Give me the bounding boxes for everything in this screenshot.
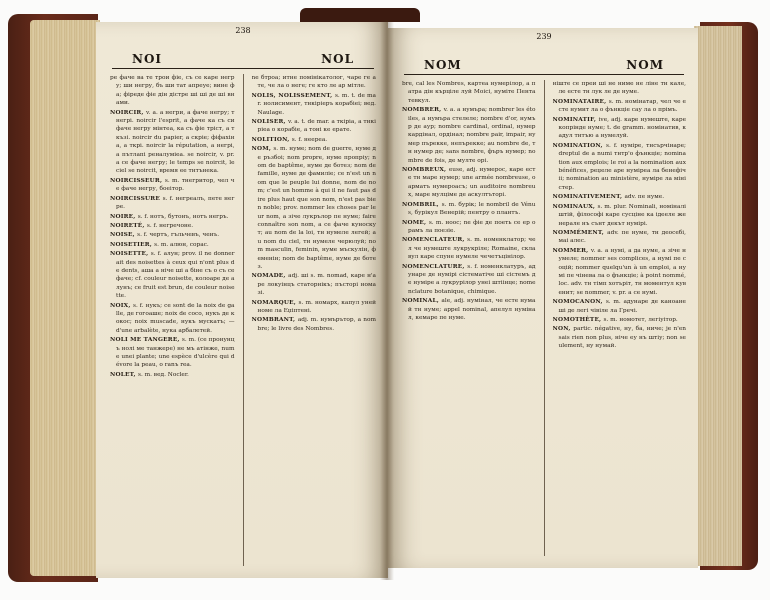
entry-headword: NOIRCIR, [110, 109, 147, 116]
entry-text: s. m. номотет, легіуітор. [603, 316, 678, 323]
entry-text: bre, cal les Nombres, картеа нумерілор, а патра дін кърціле луй Моісі, нуміте Пентатевкул. [402, 81, 536, 104]
entry-text: s. f. номенклатуръ, адунаре де нумірі сістематіче ші сістемъ де нуміре а лукрурілор унеі штіінце; nomenclature botanique, chimique. [408, 263, 536, 295]
entry-headword: NOIRCISSEUR, [110, 177, 165, 184]
entry-headword: NOMENCLATEUR, [402, 237, 468, 244]
entry-headword: NOIRETÉ, [110, 222, 147, 229]
dictionary-entry [110, 371, 235, 379]
entry-headword: NOMINAL, [402, 298, 442, 305]
entry-text: adv. пе нуме, тн деосебі, маі алес. [558, 229, 686, 245]
right-header-word-right: NOM [626, 58, 664, 72]
dictionary-entry [252, 145, 377, 271]
book-gutter [380, 20, 394, 580]
entry-headword: NOIX, [110, 302, 133, 309]
entry-text: s. f. негреалъ, пете негре. [116, 195, 235, 211]
entry-headword: NOIRE, [110, 213, 138, 220]
dictionary-entry [553, 298, 687, 315]
left-page-number: 238 [235, 26, 251, 35]
dictionary-entry [402, 106, 536, 165]
page-edges-right [694, 26, 742, 566]
dictionary-entry [553, 325, 687, 350]
entry-headword: NOMINATION, [552, 142, 607, 149]
left-page-columns [110, 74, 376, 566]
dictionary-entry [110, 231, 235, 239]
entry-headword: NOMARQUE, [251, 299, 299, 306]
entry-text: ніште се преи ші не ниме не ліне тн кале, ле есте тн лук ле де нуме. [552, 81, 686, 96]
left-column-1 [110, 74, 235, 566]
dictionary-entry [110, 336, 235, 370]
entry-text: s. f. неереа. [291, 136, 328, 143]
entry-headword: NOMINAUX, [552, 203, 598, 210]
entry-headword: NOISETIER, [110, 241, 155, 248]
entry-text: s. m. нуме; nom de guerre, нуме де ръзбоі; nom propre, нуме пропріу; nom de baptême, нуме де ботез; nom de famille, нуме де фамиліе; ce n'est un nom que le peuple lui donne, nom de nom; c'est un homme à qui il ne faut pas dire plus haut que son nom, n'est pas bien noble; prov. nommer les choses par leur nom, a зіче лукрълор пе нуме; faire connaître son nom, a се фаче куноскут; au nom de la loi, тн нумеле легей; au nom du ciel, тн нумеле черюлуй; nom masculin, feminin, нуме мъскулін, феменін; nom de baptême, нуме де ботез. [257, 146, 376, 270]
entry-headword: NOMMER, [552, 247, 591, 254]
entry-headword: NOME, [402, 219, 429, 226]
entry-headword: NOMINATIVEMENT, [552, 194, 625, 201]
entry-text: s. m. бурік; le nombril de Vénus, бурікул Венерій; пентру о плантъ. [408, 201, 536, 217]
entry-text: s. m. адунаре де каноане ші де легі чівіле ла Гречі. [558, 299, 686, 314]
entry-text: euse, adj. нумерос, каре есте тн маре нумер; une armée nombreuse, о арматъ нумероасъ; un auditoire nombreux, маре мулціме де аскултъторі. [408, 167, 536, 199]
dictionary-entry [402, 236, 536, 261]
entry-text: s. f. нумірe, тнсърчінаре; dreptul de a numi тнтр'о фънкціе; nomination aux emplois; le roi a la nomination aux bénéfices, реџеле аре нумірea ла бенефічіі; nomination au ministère, нумірe ла міністер. [558, 142, 686, 191]
dictionary-entry [402, 201, 536, 218]
entry-headword: NOM, [251, 146, 274, 153]
entry-text: s. m. тнегритор, чел че фаче негру, боеітор. [116, 177, 235, 193]
dictionary-entry [252, 74, 377, 91]
entry-headword: NOLET, [110, 371, 138, 378]
dictionary-entry [553, 142, 687, 192]
dictionary-entry [553, 316, 687, 324]
entry-text: adj. ші s. m. nomad, каре н'аре локуінцъ статорнікъ; пъсторі номазі. [257, 273, 376, 297]
dictionary-entry [553, 98, 687, 115]
dictionary-entry [252, 136, 377, 144]
dictionary-entry [110, 213, 235, 221]
entry-text: s. m. номарх, капул уней номе ла Еџіптені. [257, 299, 376, 314]
left-header-word-left: NOI [132, 52, 163, 66]
entry-headword: NOMMÉMENT, [552, 229, 608, 236]
entry-headword: NOISETTE, [110, 251, 151, 258]
entry-text: s. f. чертъ, гъльчевъ, ченъ. [137, 232, 220, 239]
entry-text: adv. пе нуме. [624, 194, 665, 201]
dictionary-entry [553, 229, 687, 246]
entry-headword: NOMBRER, [402, 107, 444, 114]
entry-headword: NON, [552, 326, 574, 333]
dictionary-entry [110, 250, 235, 300]
entry-headword: NOMADE, [251, 273, 289, 280]
entry-text: ale, adj. нумінал, че есте нумай тн нуме; appel nominal, апелул нумінал, кемаре пе нуме. [408, 298, 536, 321]
dictionary-entry [553, 203, 687, 228]
dictionary-entry [402, 166, 536, 200]
right-column-2 [553, 80, 687, 556]
entry-text: partic. négative, ну, ба, ниче; je n'en sais rien non plus, ніче еу нъ штіу; non seulement, ну нумай. [558, 326, 686, 350]
right-header-word-left: NOM [424, 58, 462, 72]
entry-text: v. a. t. de mar. a ткіріа, a тнкіріеа о корабіе, а тоні ке ерате. [257, 119, 376, 134]
entry-headword: NOMBRANT, [251, 317, 298, 324]
entry-headword: NOMINATAIRE, [552, 98, 609, 105]
entry-headword: NOLITION, [251, 136, 292, 143]
entry-text: adj. m. нумърътор, a nombre; le livre des Nombres. [257, 317, 376, 332]
dictionary-entry [110, 74, 235, 108]
dictionary-entry [110, 195, 235, 212]
column-rule [243, 74, 244, 566]
dictionary-entry [252, 92, 377, 117]
dictionary-entry [553, 116, 687, 141]
entry-text: s. m. номінатар, чел че есте нумит ла о фънкціе сау ла о прімъ. [558, 98, 686, 114]
entry-text: s. m. вед. Nocler. [137, 371, 189, 378]
entry-headword: NOIRCISSURE [110, 195, 163, 202]
entry-headword: NOMOTHÈTE, [552, 316, 604, 323]
left-page-header [112, 26, 374, 69]
dictionary-entry [402, 80, 536, 105]
entry-headword: NOMBREUX, [402, 167, 449, 174]
entry-text: v. a. a негри, а фаче негру; тнегрі. noircir l'esprit, a фаче ка съ си фаче негру мінтеа, ка съ фіе тріст, а ткъзі. noircir du papier, a скріе; фіфахіна, а ткрі. noircir la réputation, a негрі, а пътлапі реналуміеа. se noircir, v. pr. a се фаче негру; le temps se noircit, le ciel se noircit, время ее тнтънека. [116, 109, 235, 175]
dictionary-entry [110, 222, 235, 230]
entry-headword: NOLIS, NOLISSEMENT, [251, 92, 335, 99]
left-header-word-right: NOL [321, 52, 354, 66]
entry-text: v. a. a нумі, a да нуме, а зіче нумеле; nommer ses complices, a нумі пе соцій; nommer quelqu'un à un emploi, a нумі пе чінева ла о фънкціе; à point nommé, loc. adv. тн тімп хотъріт, тн моментул кувенит; se nommer, v. pr. a се нумі. [558, 247, 686, 296]
entry-headword: NOMENCLATURE, [402, 263, 468, 270]
dictionary-entry [402, 297, 536, 322]
entry-text: ne бтроа; итне помінікатолог, чаре ге ате, че ла о неге; ге кто ле ар мітле. [251, 75, 376, 90]
dictionary-entry [110, 241, 235, 249]
book-spine [300, 8, 420, 22]
entry-text: s. m. plur. Nominalі, номіналіштій, філософі каре сусціне ка ідееле женерале нъ сънт декът нумірі. [558, 203, 686, 227]
dictionary-entry [252, 316, 377, 333]
dictionary-entry [553, 247, 687, 297]
dictionary-entry [402, 263, 536, 297]
right-column-1 [402, 80, 536, 556]
dictionary-entry [553, 80, 687, 97]
entry-text: s. f. негречоне. [146, 222, 194, 229]
entry-headword: NOMOCANON, [552, 299, 606, 306]
entry-text: ive, adj. каре нумеште, каре копрінде нуме; t. de gramm. номінатив, кадул тнтъю а нумелуй. [558, 116, 686, 140]
dictionary-entry [252, 299, 377, 316]
entry-text: s. f. нукъ; ce sont de la noix de galle, де гогоаше; noix de coco, нукъ де кокос; noix muscade, нукъ мускатъ; — d'une arbalète, нука арбалетей. [116, 302, 235, 334]
dictionary-entry [402, 219, 536, 236]
left-page [96, 22, 388, 578]
entry-text: s. m. алюн, copac. [154, 241, 209, 248]
left-column-2 [252, 74, 377, 566]
entry-text: s. m. (се пронунцъ нолі ме танжере) не мъ атінже, nume unei plante; une espèce d'ulcère qui dévore la peau, o ranъ rea. [116, 337, 235, 369]
entry-text: ре фаче ва те трои фіе, съ се каре негру; ши негру, бъ ши тат апреуе; вине фа; фіреде фіе дін дістре ші ші де ші внами. [110, 75, 235, 107]
column-rule [544, 80, 545, 556]
entry-headword: NOLISER, [251, 119, 288, 126]
dictionary-entry [252, 118, 377, 135]
dictionary-entry [110, 109, 235, 176]
entry-headword: NOISE, [110, 232, 138, 239]
dictionary-entry [553, 193, 687, 201]
right-page-number: 239 [536, 32, 552, 41]
entry-text: s. f. алун; prov. il ne donnerait des noisettes à ceux qui n'ont plus de dents, аша а ніче ші а біне съ о съ се фаче; cf. couleur noisette, колоаре де алунъ; ce fruit est brun, de couleur noisette. [116, 251, 235, 300]
entry-text: s. m. номенклатор; чел че нумеште лукрукріле; Romaine, склавул каре спуне нумеле чечетъцінілор. [408, 237, 536, 261]
entry-headword: NOMINATIF, [552, 116, 599, 123]
entry-headword: NOLI ME TANGERE, [110, 337, 182, 344]
right-page-columns [402, 80, 686, 556]
entry-text: s. m. ноос; ne фіе де поеть ce ер о рамъ ла поезіе. [408, 219, 536, 234]
dictionary-entry [110, 302, 235, 336]
entry-text: s. m. t. de mar. нолисимент, тнкіріеръ корабіеі; вед. Naulage. [257, 92, 376, 116]
page-edges-left [30, 20, 100, 576]
entry-text: s. f. нотъ, бутонъ, нотъ негръ. [137, 213, 229, 220]
entry-headword: NOMBRIL, [402, 201, 442, 208]
right-page [388, 28, 698, 568]
right-page-header [404, 32, 684, 75]
entry-text: v. a. a нумъра; nombrer les étoiles, a нумъра стелеле; nombre d'or, нумър де аур; nombre cardinal, ordinal, нумер кардінал, ордінал; nombre pair, impair, нумер пърекке, непърекке; au nombre de, тн нумер де; sans nombre, фъръ нумер; nombre de fois, де мулте орі. [408, 107, 536, 164]
dictionary-entry [110, 177, 235, 194]
dictionary-entry [252, 272, 377, 297]
